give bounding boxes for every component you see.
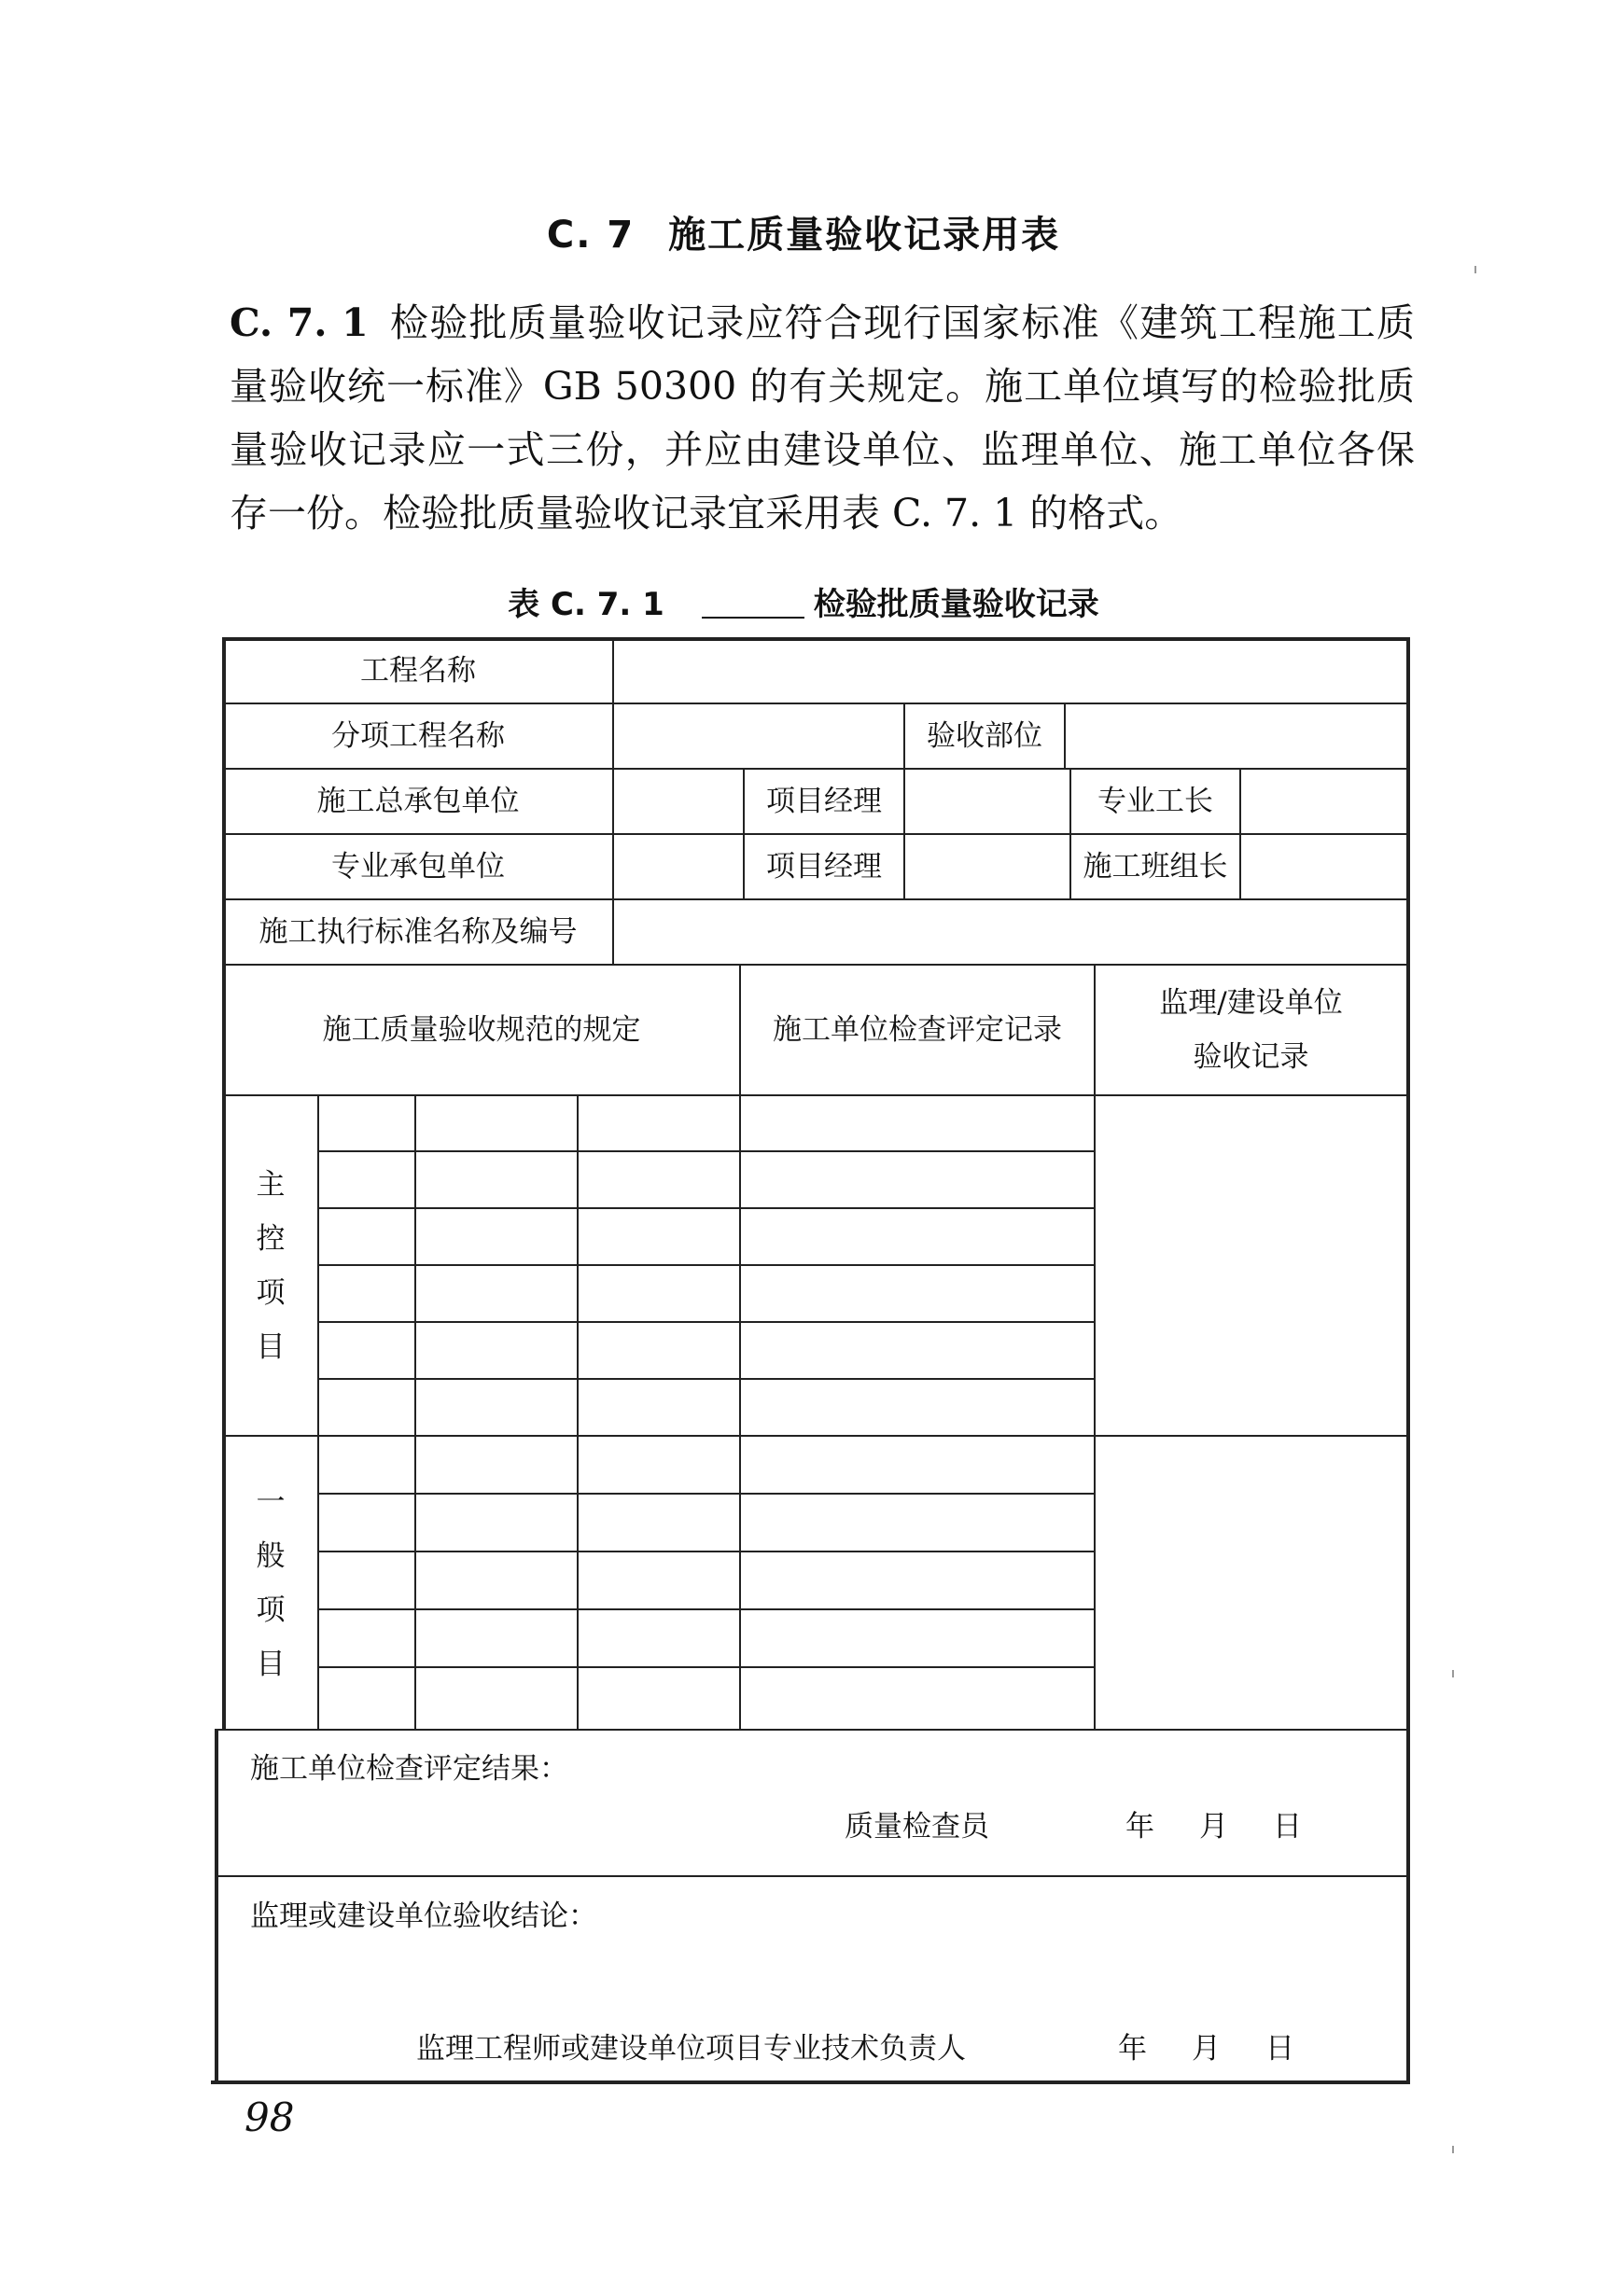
label-project-name: 工程名称 <box>360 653 476 688</box>
clause-paragraph <box>230 291 1415 545</box>
date-year: 年 <box>1118 2032 1147 2066</box>
label-specialty-foreman: 专业工长 <box>1097 784 1213 818</box>
label-project-manager: 项目经理 <box>766 849 882 884</box>
scan-speck <box>1452 2146 1454 2153</box>
scan-speck <box>1474 266 1476 273</box>
vertical-char: 一 <box>256 1484 286 1519</box>
header-supervisor-record-line1: 监理/建设单位 <box>1159 986 1343 1020</box>
vertical-char: 主 <box>256 1167 286 1202</box>
section-heading: 施工质量验收记录用表 <box>668 214 1061 257</box>
row-line <box>319 1264 1096 1266</box>
vertical-char: 目 <box>256 1647 286 1681</box>
table-border-bottom <box>211 2080 1410 2084</box>
col-line <box>1239 768 1241 898</box>
row-line <box>319 1551 1096 1552</box>
table-caption <box>0 578 1607 624</box>
clause-number: C. 7. 1 <box>230 300 369 345</box>
col-line <box>317 1094 319 1729</box>
col-line <box>1064 703 1066 768</box>
table-border-right <box>1406 637 1410 2084</box>
label-supervisor-conclusion: 监理或建设单位验收结论： <box>250 1899 597 1933</box>
date-day: 日 <box>1273 1810 1302 1844</box>
date-line-inspector <box>1125 1802 1302 1844</box>
col-line <box>903 768 905 898</box>
header-spec-requirements: 施工质量验收规范的规定 <box>322 1012 641 1047</box>
row-line <box>319 1207 1096 1209</box>
label-specialty-contractor: 专业承包单位 <box>331 849 505 884</box>
date-month: 月 <box>1199 1810 1228 1844</box>
row-line <box>319 1150 1096 1152</box>
section-divider <box>224 1435 1408 1437</box>
label-supervisor-signer: 监理工程师或建设单位项目专业技术负责人 <box>416 2032 966 2066</box>
date-month: 月 <box>1192 2032 1221 2066</box>
label-standard-name: 施工执行标准名称及编号 <box>259 914 578 949</box>
vertical-char: 控 <box>256 1221 286 1256</box>
scan-speck <box>1452 1670 1454 1677</box>
vertical-char: 目 <box>256 1329 286 1364</box>
row-line <box>319 1378 1096 1380</box>
caption-blank-line <box>702 617 804 619</box>
col-line <box>414 1094 416 1729</box>
label-team-leader: 施工班组长 <box>1083 849 1228 884</box>
label-quality-inspector: 质量检查员 <box>845 1810 989 1844</box>
col-line <box>612 639 614 964</box>
table-border-left-lower <box>215 1729 218 2084</box>
date-day: 日 <box>1265 2032 1294 2066</box>
row-line <box>319 1666 1096 1668</box>
col-line <box>577 1094 579 1729</box>
row-line <box>319 1608 1096 1610</box>
vertical-char: 般 <box>256 1538 286 1573</box>
label-subitem-project-name: 分项工程名称 <box>331 718 505 753</box>
vertical-char: 项 <box>256 1275 286 1310</box>
row-line <box>217 1729 1408 1731</box>
label-contractor-result: 施工单位检查评定结果： <box>250 1752 568 1786</box>
label-general-items <box>224 1437 317 1729</box>
row-line <box>319 1321 1096 1323</box>
row-line <box>217 1875 1408 1877</box>
header-contractor-check-record: 施工单位检查评定记录 <box>773 1012 1062 1047</box>
label-project-manager: 项目经理 <box>766 784 882 818</box>
page-number: 98 <box>245 2094 295 2140</box>
row-line <box>319 1493 1096 1495</box>
section-title <box>0 205 1607 258</box>
date-year: 年 <box>1125 1810 1154 1844</box>
header-supervisor-record-line2: 验收记录 <box>1193 1040 1309 1074</box>
table-title: 检验批质量验收记录 <box>813 586 1099 623</box>
label-general-contractor: 施工总承包单位 <box>316 784 520 818</box>
clause-text: 检验批质量验收记录应符合现行国家标准《建筑工程施工质量验收统一标准》GB 50300 的有关规定。施工单位填写的检验批质量验收记录应一式三份，并应由建设单位、监理单位、施工单位各保存一份。检验批质量验收记录宜采用表 C. 7. 1 的格式。 <box>230 300 1416 536</box>
section-number: C. 7 <box>546 214 636 257</box>
date-line-supervisor <box>1118 2025 1294 2066</box>
row-line <box>224 1094 1408 1096</box>
label-main-control-items <box>224 1096 317 1435</box>
label-acceptance-part: 验收部位 <box>927 718 1042 753</box>
vertical-char: 项 <box>256 1593 286 1627</box>
header-supervisor-record <box>1096 966 1406 1094</box>
table-number: 表 C. 7. 1 <box>508 586 664 623</box>
